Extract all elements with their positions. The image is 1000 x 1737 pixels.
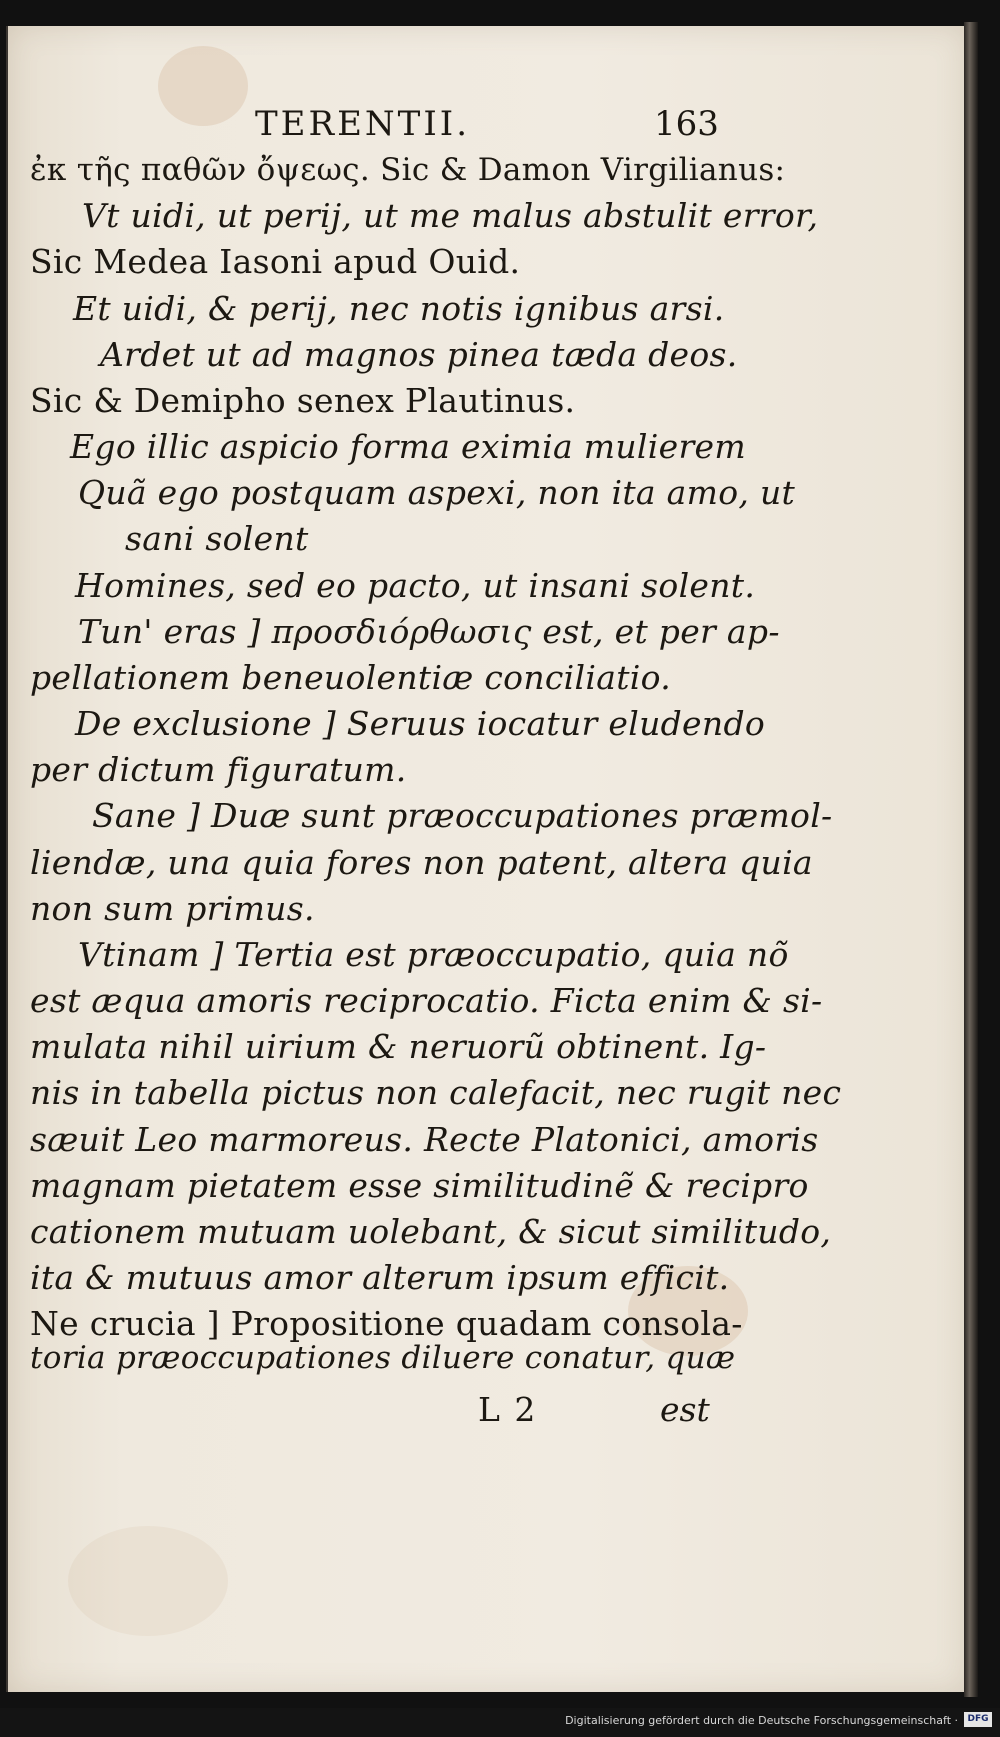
- text-line: magnam pietatem esse similitudinẽ & recipro: [30, 1166, 809, 1205]
- dfg-logo: DFG: [964, 1712, 992, 1727]
- text-line: nis in tabella pictus non calefacit, nec rugit nec: [30, 1073, 842, 1112]
- text-line: Ne crucia ] Propositione quadam consola-: [30, 1304, 743, 1343]
- running-head: TERENTII.: [255, 104, 471, 144]
- text-line: Sic Medea Iasoni apud Ouid.: [30, 242, 521, 281]
- text-line: Vt uidi, ut perij, ut me malus abstulit error,: [82, 196, 819, 235]
- signature-mark: L 2: [478, 1390, 538, 1429]
- catchword: est: [660, 1390, 710, 1429]
- text-line: Tun' eras ] προσδιόρθωσις est, et per ap-: [78, 612, 780, 651]
- page-edge: [964, 22, 978, 1697]
- text-line: Homines, sed eo pacto, ut insani solent.: [75, 566, 756, 605]
- text-line: est æqua amoris reciprocatio. Ficta enim & si-: [30, 981, 823, 1020]
- text-line: sæuit Leo marmoreus. Recte Platonici, amoris: [30, 1120, 819, 1159]
- text-line: Sic & Demipho senex Plautinus.: [30, 381, 576, 420]
- text-line: Ego illic aspicio forma eximia mulierem: [70, 427, 746, 466]
- folio-number: 163: [654, 104, 719, 144]
- text-line: Et uidi, & perij, nec notis ignibus arsi.: [73, 289, 725, 328]
- paper-stain: [68, 1526, 228, 1636]
- text-line: liendæ, una quia fores non patent, altera quia: [30, 843, 813, 882]
- text-line: non sum primus.: [30, 889, 315, 928]
- text-line: mulata nihil uirium & neruorũ obtinent. Ig-: [30, 1027, 767, 1066]
- text-line: cationem mutuam uolebant, & sicut similitudo,: [30, 1212, 832, 1251]
- text-line: toria præoccupationes diluere conatur, quæ: [30, 1340, 736, 1376]
- text-line: De exclusione ] Seruus iocatur eludendo: [75, 704, 766, 743]
- digitization-credit: Digitalisierung gefördert durch die Deutsche Forschungsgemeinschaft ·: [565, 1714, 958, 1727]
- text-line: ita & mutuus amor alterum ipsum efficit.: [30, 1258, 730, 1297]
- text-line: Sane ] Duæ sunt præoccupationes præmol-: [92, 796, 833, 835]
- text-line: Vtinam ] Tertia est præoccupatio, quia nõ: [78, 935, 789, 974]
- text-line: per dictum figuratum.: [30, 750, 407, 789]
- text-line: pellationem beneuolentiæ conciliatio.: [30, 658, 672, 697]
- paper-stain: [158, 46, 248, 126]
- text-line: sani solent: [125, 519, 309, 558]
- text-line: Quã ego postquam aspexi, non ita amo, ut: [78, 473, 796, 512]
- text-line: ἐκ τῆς παθῶν ὄψεως. Sic & Damon Virgilianus:: [30, 152, 786, 188]
- text-line: Ardet ut ad magnos pinea tæda deos.: [100, 335, 738, 374]
